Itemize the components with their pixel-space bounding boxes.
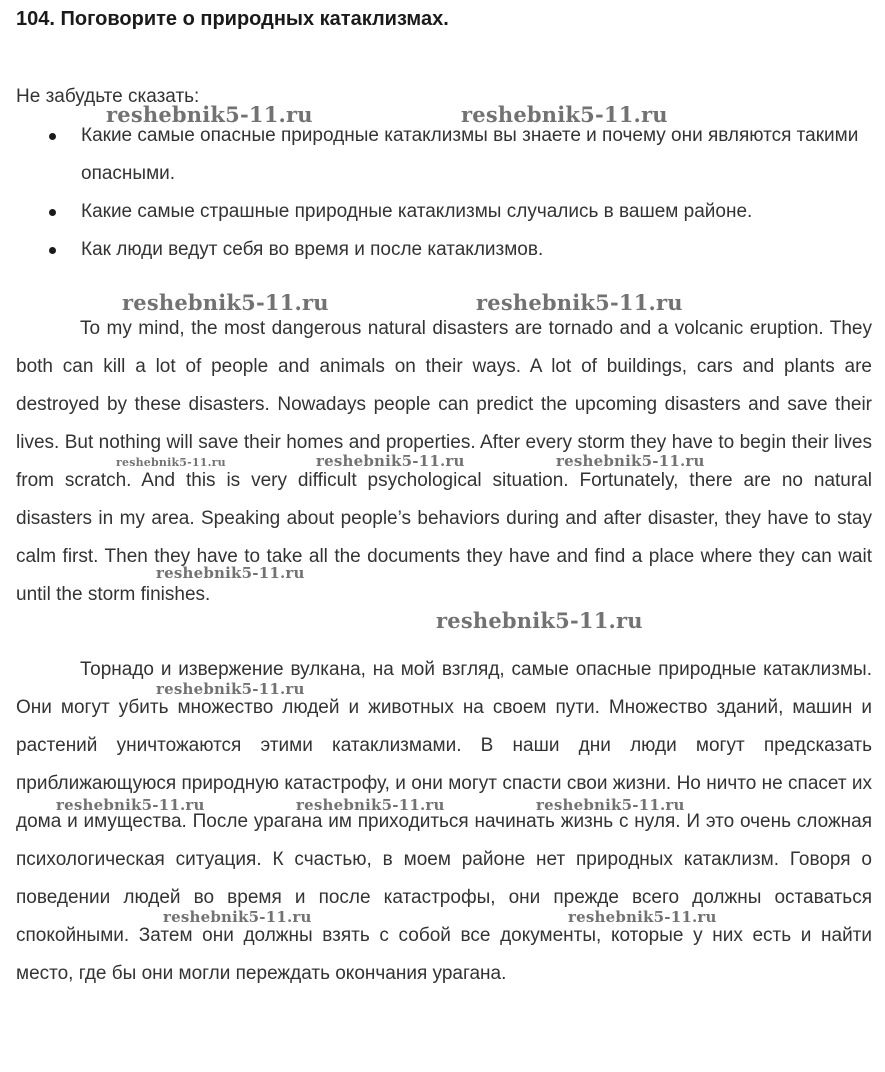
watermark: reshebnik5-11.ru — [436, 608, 643, 633]
exercise-title: 104. Поговорите о природных катаклизмах. — [16, 8, 449, 30]
watermark: reshebnik5-11.ru — [316, 452, 465, 470]
watermark: reshebnik5-11.ru — [476, 290, 683, 315]
watermark: reshebnik5-11.ru — [296, 796, 445, 814]
watermark: reshebnik5-11.ru — [116, 456, 226, 469]
list-item: Как люди ведут себя во время и после катаклизмов. — [0, 231, 885, 269]
question-list — [0, 117, 885, 269]
answer-english: To my mind, the most dangerous natural disasters are tornado and a volcanic eruption. They both can kill a lot of people and animals on their ways. A lot of buildings, cars and plants are destroyed by these disasters. Nowadays people can predict the upcoming disasters and save their lives. But nothing will save their homes and properties. After every storm they have to begin their lives from scratch. And this is very difficult psychological situation. Fortunately, there are no natural disasters in my area. Speaking about people’s behaviors during and after disaster, they have to stay calm first. Then they have to take all the documents they have and find a place where they can wait until the storm finishes. — [16, 318, 872, 605]
watermark: reshebnik5-11.ru — [156, 564, 305, 582]
intro-text: Не забудьте сказать: — [16, 86, 200, 107]
watermark: reshebnik5-11.ru — [56, 796, 205, 814]
list-item: Какие самые страшные природные катаклизмы случались в вашем районе. — [0, 193, 885, 231]
watermark: reshebnik5-11.ru — [163, 908, 312, 926]
watermark: reshebnik5-11.ru — [556, 452, 705, 470]
answer-russian: Торнадо и извержение вулкана, на мой взгляд, самые опасные природные катаклизмы. Они могут убить множество людей и животных на своем пути. Множество зданий, машин и растений уничтожаются этими катаклизмами. В наши дни люди могут предсказать приближающуюся природную катастрофу, и они могут спасти свои жизни. Но ничто не спасет их дома и имущества. После урагана им приходиться начинать жизнь с нуля. И это очень сложная психологическая ситуация. К счастью, в моем районе нет природных катаклизм. Говоря о поведении людей во время и после катастрофы, они прежде всего должны оставаться спокойными. Затем они должны взять с собой все документы, которые у них есть и найти место, где бы они могли переждать окончания урагана. — [16, 659, 872, 984]
list-item: Какие самые опасные природные катаклизмы вы знаете и почему они являются такими опасными. — [0, 117, 885, 193]
watermark: reshebnik5-11.ru — [461, 102, 668, 127]
watermark: reshebnik5-11.ru — [122, 290, 329, 315]
watermark: reshebnik5-11.ru — [568, 908, 717, 926]
watermark: reshebnik5-11.ru — [106, 102, 313, 127]
watermark: reshebnik5-11.ru — [536, 796, 685, 814]
watermark: reshebnik5-11.ru — [156, 680, 305, 698]
